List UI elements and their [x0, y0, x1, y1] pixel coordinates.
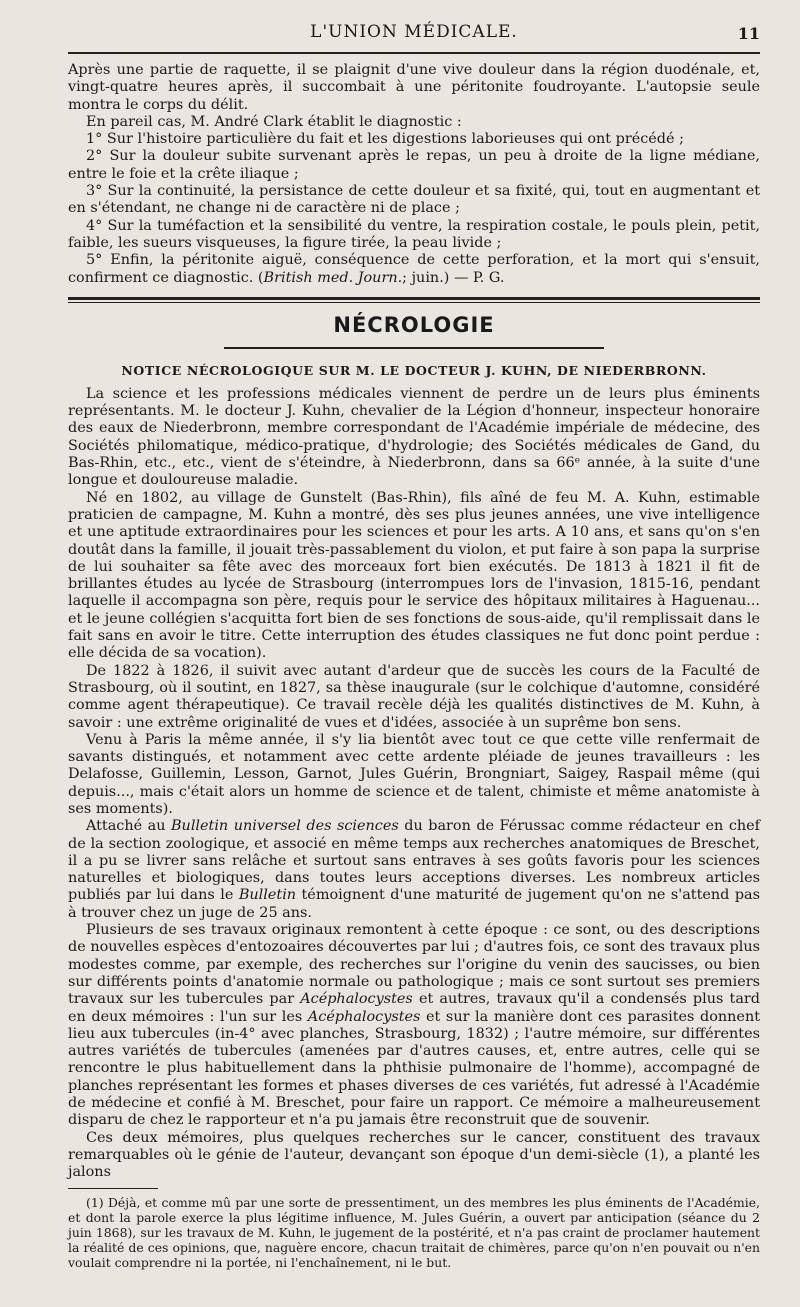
paragraph: La science et les professions médicales viennent de perdre un de leurs plus éminents représentants. M. le docteur J. Kuhn, chevalier de la Légion d'honneur, inspecteur honoraire des eaux de Niederbronn, membre correspondant de l'Académie impériale de médecine, des Sociétés philomatique, médico-pratique, d'hydrologie; des Sociétés médicales de Gand, du Bas-Rhin, etc., etc., vient de s'éteindre, à Niederbronn, dans sa 66ᵉ année, à la suite d'une longue et douloureuse maladie.	[68, 385, 760, 489]
obituary-body	[68, 386, 760, 1182]
paragraph	[68, 922, 760, 1130]
text: Attaché au	[86, 818, 171, 835]
title-rule	[224, 347, 604, 349]
journal-name: Bulletin	[238, 887, 297, 904]
running-header	[68, 14, 760, 48]
text: Plusieurs de ses travaux originaux remontent à cette époque : ce sont, ou des descriptions de nouvelles espèces d'entozoaires découvertes par lui ; d'autres fois, ce sont des travaux plus modestes comme, par exemple, des recherches sur l'origine du venin des saucisses, ou bien sur différents points d'anatomie normale ou pathologique ; mais ce sont surtout ses premiers travaux sur les tubercules par	[68, 922, 760, 1008]
term: Acéphalocystes	[307, 1008, 421, 1025]
diagnosis-item-4: 4° Sur la tuméfaction et la sensibilité du ventre, la respiration costale, le pouls plein, petit, faible, les sueurs visqueuses, la figure tirée, la peau livide ;	[68, 217, 760, 251]
section-title: NÉCROLOGIE	[333, 312, 495, 337]
term: Acéphalocystes	[300, 991, 413, 1008]
footnote-rule	[68, 1188, 158, 1189]
header-rule	[68, 52, 760, 54]
previous-article-end	[68, 62, 760, 287]
section-rule-thin	[68, 302, 760, 303]
diagnosis-item-1: 1° Sur l'histoire particulière du fait et les digestions laborieuses qui ont précédé ;	[86, 131, 684, 148]
diagnosis-item-2: 2° Sur la douleur subite survenant après le repas, un peu à droite de la ligne médiane, entre le foie et la crête iliaque ;	[68, 148, 760, 182]
journal-title: L'UNION MÉDICALE.	[310, 22, 518, 42]
page-number: 11	[737, 24, 760, 43]
paragraph: Né en 1802, au village de Gunstelt (Bas-Rhin), fils aîné de feu M. A. Kuhn, estimable praticien de campagne, M. Kuhn a montré, dès ses plus jeunes années, une vive intelligence et une aptitude extraordinaires pour les sciences et pour les arts. A 10 ans, et sans qu'on s'en doutât dans la famille, il jouait très-passablement du violon, et put faire à son papa la surprise de lui souhaiter sa fête avec des morceaux fort bien exécutés. De 1813 à 1821 il fit de brillantes études au lycée de Strasbourg (interrompues lors de l'invasion, 1815-16, pendant laquelle il accompagna son père, requis pour le service des hôpitaux militaires à Haguenau... et le jeune collégien s'acquitta fort bien de ses fonctions de sous-aide, qu'il remplissait dans le fait sans en avoir le titre. Cette interruption des études classiques ne fut donc point perdue : elle décida de sa vocation).	[68, 489, 760, 662]
paragraph: En pareil cas, M. André Clark établit le diagnostic :	[86, 113, 462, 130]
diagnosis-item-5	[68, 252, 760, 287]
section-rule	[68, 297, 760, 300]
text: et sur la manière dont ces parasites donnent lieu aux tubercules (in-4° avec planches, Strasbourg, 1832) ; l'autre mémoire, sur différentes autres variétés de tubercules (amenées par d'autres causes, et, entre autres, celle qui se rencontre le plus habituellement dans la phthisie pulmonaire de l'homme), accompagné de planches représentant les formes et phases diverses de ces variétés, fut adressé à l'Académie de médecine et confié à M. Breschet, pour faire un rapport. Ce mémoire a malheureusement disparu de chez le rapporteur et n'a pu jamais être reconstruit que de souvenir.	[68, 1008, 761, 1129]
paragraph: Venu à Paris la même année, il s'y lia bientôt avec tout ce que cette ville renfermait de savants distingués, et notamment avec cette ardente pléiade de jeunes travailleurs : les Delafosse, Guillemin, Lesson, Garnot, Jules Guérin, Brongniart, Saigey, Raspail même (qui depuis..., mais c'était alors un homme de science et de talent, chimiste et même anatomiste à ses moments).	[68, 731, 760, 817]
paragraph	[68, 818, 760, 922]
item-text-end: ; juin.) — P. G.	[402, 269, 505, 286]
paragraph: Après une partie de raquette, il se plaignit d'une vive douleur dans la région duodénale, et, vingt-quatre heures après, il succombait à une péritonite foudroyante. L'autopsie seule montra le corps du délit.	[68, 62, 760, 113]
text: et autres, travaux qu'il a condensés plus tard en deux mémoires : l'un sur les	[68, 991, 760, 1025]
text: témoignent d'une maturité de jugement qu'on ne s'attend pas à trouver chez un juge de 25 ans.	[68, 887, 760, 921]
journal-name: Bulletin universel des sciences	[170, 818, 399, 835]
diagnosis-item-3: 3° Sur la continuité, la persistance de cette douleur et sa fixité, qui, tout en augmentant et en s'étendant, ne change ni de caractère ni de place ;	[68, 183, 760, 217]
paragraph: De 1822 à 1826, il suivit avec autant d'ardeur que de succès les cours de la Faculté de Strasbourg, où il soutint, en 1827, sa thèse inaugurale (sur le colchique d'automne, considéré comme agent thérapeutique). Ce travail recèle déjà les qualités distinctives de M. Kuhn, à savoir : une extrême originalité de vues et d'idées, associée à un suprême bon sens.	[68, 662, 760, 731]
item-text: 5° Enfin, la péritonite aiguë, conséquence de cette perforation, et la mort qui s'ensuit, confirment ce diagnostic. (	[68, 252, 760, 286]
notice-title: NOTICE NÉCROLOGIQUE SUR M. LE DOCTEUR J. KUHN, DE NIEDERBRONN.	[121, 362, 707, 378]
text: du baron de Férussac comme rédacteur en chef de la section zoologique, et associé en même temps aux recherches anatomiques de Breschet, il a pu se livrer sans relâche et surtout sans entraves à ses goûts favoris pour les sciences naturelles et biologiques, dans toutes leurs acceptions diverses. Les nombreux articles publiés par lui dans le	[68, 818, 760, 904]
paragraph: Ces deux mémoires, plus quelques recherches sur le cancer, constituent des travaux remarquables où le génie de l'auteur, devançant son époque d'un demi-siècle (1), a planté les jalons	[68, 1129, 760, 1181]
footnote-text: (1) Déjà, et comme mû par une sorte de pressentiment, un des membres les plus éminents de l'Académie, et dont la parole exerce la plus légitime influence, M. Jules Guérin, a ouvert par anticipation (séance du 2 juin 1868), sur les travaux de M. Kuhn, le jugement de la postérité, et n'a pas craint de proclamer hautement la réalité de ces opinions, que, naguère encore, chacun traitait de chimères, parce qu'on n'en pouvait ou n'en voulait comprendre ni la portée, ni l'enchaînement, ni le but.	[68, 1194, 760, 1270]
footnote	[68, 1195, 760, 1270]
source-citation: British med. Journ.	[263, 269, 403, 286]
